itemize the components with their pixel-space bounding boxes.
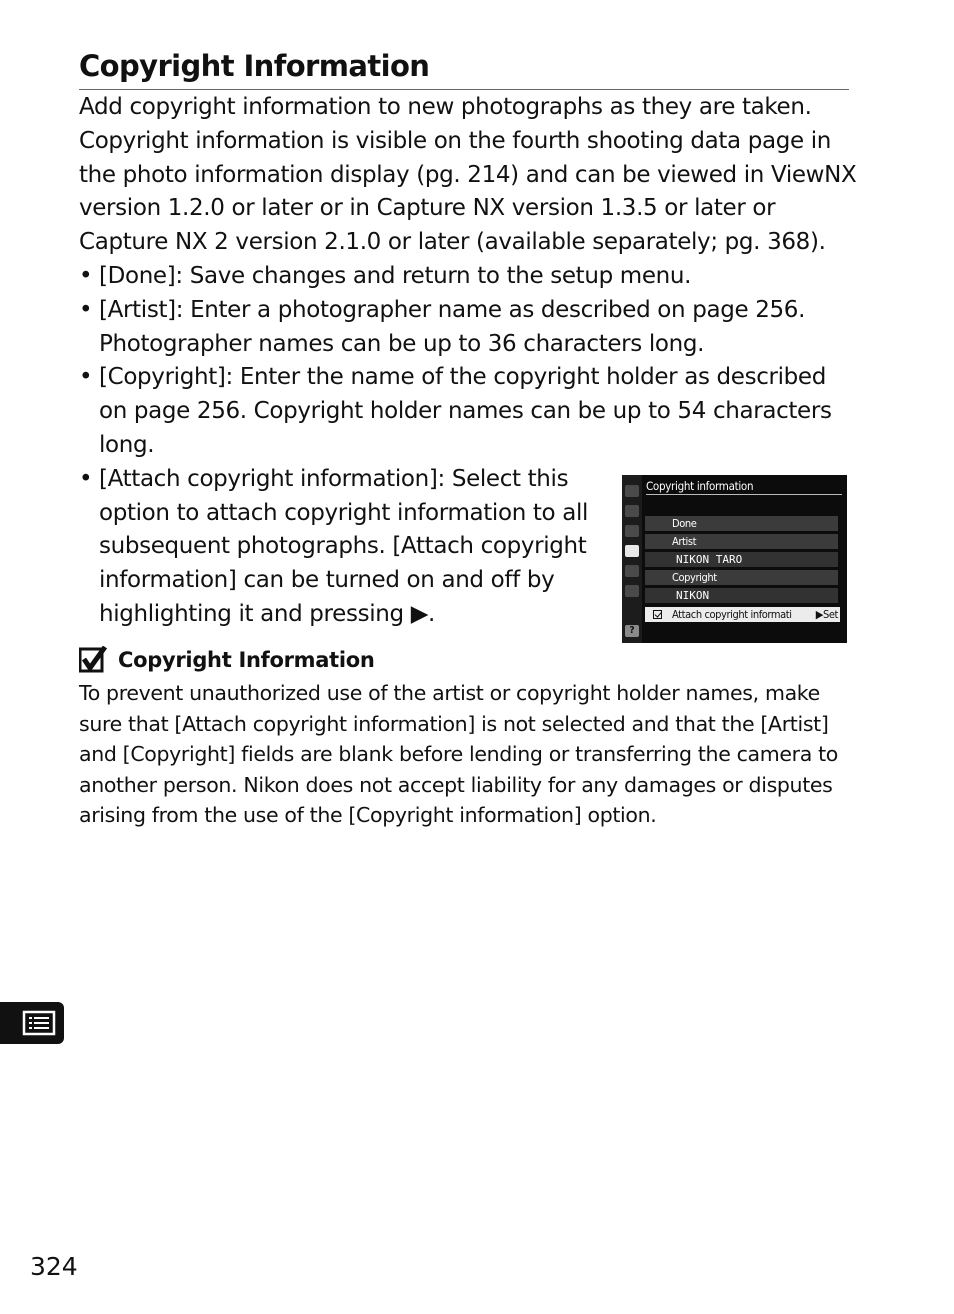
bullet-marker: • xyxy=(79,262,93,289)
note-text: To prevent unauthorized use of the artist or copyright holder names, make sure that [Attach copyright information] is not selected and that the [Artist] and [Copyright] fields are blank before lending or transferring the camera to another person. Nikon does not accept liability for any damages or disputes arising from the use of the [Copyright information] option. xyxy=(79,681,838,827)
custom-settings-icon xyxy=(625,525,639,537)
screen-title: Copyright information xyxy=(646,478,842,495)
menu-row-attach-copyright xyxy=(645,607,840,622)
note-heading xyxy=(79,643,375,677)
intro-paragraph: Add copyright information to new photographs as they are taken. Copyright information is visible on the fourth shooting data page in the photo information display (pg. 214) and can be viewed in ViewNX version 1.2.0 or later or in Capture NX version 1.3.5 or later or Capture NX 2 version 2.1.0 or later (available separately; pg. 368). xyxy=(79,94,857,256)
menu-row-copyright: Copyright xyxy=(645,570,838,585)
page-number: 324 xyxy=(30,1252,78,1281)
menu-list-icon xyxy=(0,1002,64,1044)
checkmark-note-icon xyxy=(79,646,107,674)
list-item xyxy=(79,260,859,294)
set-action-label: ▶Set xyxy=(815,608,838,621)
section-tab xyxy=(0,1002,64,1044)
list-item xyxy=(79,361,859,462)
menu-row-done: Done xyxy=(645,516,838,531)
menu-row-artist-value: NIKON TARO xyxy=(645,552,838,567)
checkbox-checked-icon xyxy=(653,610,662,619)
note-title: Copyright Information xyxy=(118,648,375,672)
playback-menu-icon xyxy=(625,485,639,497)
list-item-text: [Attach copyright information]: Select this option to attach copyright information to all subsequent photographs. [Attach copyright information] can be turned on and off by highlighting it and pressing ▶. xyxy=(99,465,589,627)
menu-row-attach-label: Attach copyright informati xyxy=(672,608,792,621)
bullet-marker: • xyxy=(79,364,93,391)
bullet-marker: • xyxy=(79,296,93,323)
help-icon: ? xyxy=(625,625,639,637)
menu-sidebar xyxy=(622,475,642,643)
setup-menu-icon xyxy=(625,545,639,557)
list-item-text: [Copyright]: Enter the name of the copyright holder as described on page 256. Copyright holder names can be up to 54 characters long. xyxy=(99,364,832,458)
list-item-text: [Artist]: Enter a photographer name as described on page 256. Photographer names can be up to 36 characters long. xyxy=(99,296,806,357)
bullet-marker: • xyxy=(79,465,93,492)
list-item xyxy=(79,463,599,632)
list-item xyxy=(79,294,859,362)
shooting-menu-icon xyxy=(625,505,639,517)
retouch-menu-icon xyxy=(625,565,639,577)
menu-row-artist: Artist xyxy=(645,534,838,549)
my-menu-icon xyxy=(625,585,639,597)
menu-row-copyright-value: NIKON xyxy=(645,588,838,603)
camera-menu-screenshot xyxy=(622,475,847,643)
list-item-text: [Done]: Save changes and return to the setup menu. xyxy=(99,262,692,289)
page-title: Copyright Information xyxy=(79,44,849,90)
